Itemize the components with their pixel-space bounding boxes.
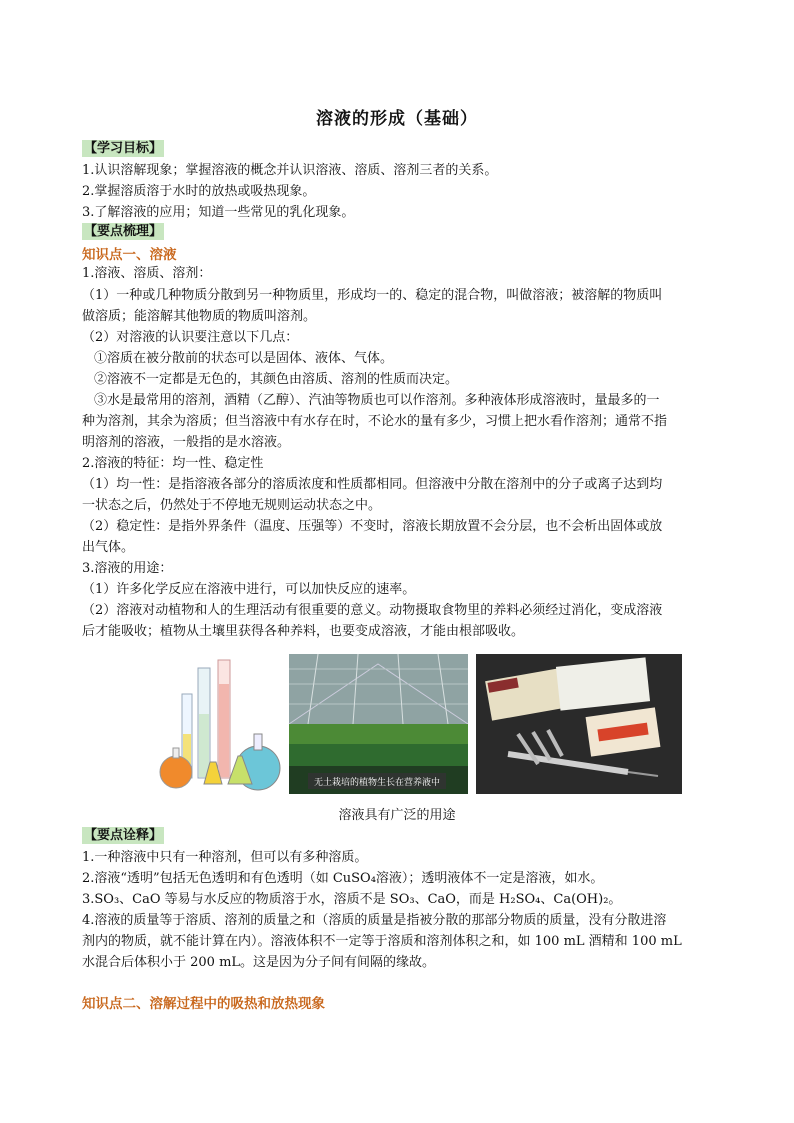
body-line: 做溶质；能溶解其他物质的物质叫溶剂。 [82, 309, 317, 324]
figure-caption: 溶液具有广泛的用途 [338, 808, 456, 823]
explain-line: 3.SO₃、CaO 等易与水反应的物质溶于水，溶质不是 SO₃、CaO，而是 H₂SO₄、Ca(OH)₂。 [82, 892, 622, 907]
body-line: 一状态之后，仍然处于不停地无规则运动状态之中。 [82, 498, 382, 513]
body-line: （2）溶液对动植物和人的生理活动有很重要的意义。动物摄取食物里的养料必须经过消化，变成溶液 [82, 603, 663, 618]
greenhouse-caption: 无土栽培的植物生长在营养液中 [313, 778, 441, 788]
goal-line: 1.认识溶解现象；掌握溶液的概念并认识溶液、溶质、溶剂三者的关系。 [82, 163, 498, 178]
body-line: 出气体。 [82, 540, 135, 555]
explain-line: 4.溶液的质量等于溶质、溶剂的质量之和（溶质的质量是指被分散的那部分物质的质量，没有分散进溶 [82, 913, 667, 928]
knowledge-point-1-title: 知识点一、溶液 [82, 247, 177, 263]
greenhouse-photo [289, 654, 468, 794]
medicine-photo [476, 654, 682, 794]
knowledge-point-2-title: 知识点二、溶解过程中的吸热和放热现象 [82, 996, 325, 1012]
explain-line: 1.一种溶液中只有一种溶剂，但可以有多种溶质。 [82, 850, 368, 865]
goal-line: 3.了解溶液的应用；知道一些常见的乳化现象。 [82, 205, 355, 220]
explain-line: 2.溶液“透明”包括无色透明和有色透明（如 CuSO₄溶液）；透明液体不一定是溶液，如水。 [82, 871, 604, 886]
page-title: 溶液的形成（基础） [316, 109, 478, 129]
explain-tag: 【要点诠释】 [84, 828, 163, 843]
body-line: （1）一种或几种物质分散到另一种物质里，形成均一的、稳定的混合物，叫做溶液；被溶解的物质叫 [82, 288, 663, 303]
solution-uses-figure [158, 654, 682, 794]
body-line: （2）对溶液的认识要注意以下几点： [82, 330, 299, 345]
body-line: 2.溶液的特征：均一性、稳定性 [82, 456, 264, 471]
goals-tag: 【学习目标】 [84, 141, 163, 156]
body-line: 明溶剂的溶液，一般指的是水溶液。 [82, 435, 291, 450]
body-line: 1.溶液、溶质、溶剂： [82, 266, 212, 281]
explain-line: 水混合后体积小于 200 mL。这是因为分子间有间隔的缘故。 [82, 955, 436, 970]
body-line: 后才能吸收；植物从土壤里获得各种养料，也要变成溶液，才能由根部吸收。 [82, 624, 525, 639]
body-line: ①溶质在被分散前的状态可以是固体、液体、气体。 [94, 351, 394, 366]
goal-line: 2.掌握溶质溶于水时的放热或吸热现象。 [82, 184, 316, 199]
body-line: （1）均一性：是指溶液各部分的溶质浓度和性质都相同。但溶液中分散在溶剂中的分子或离子达到均 [82, 477, 663, 492]
body-line: 3.溶液的用途： [82, 561, 173, 576]
body-line: （1）许多化学反应在溶液中进行，可以加快反应的速率。 [82, 582, 416, 597]
body-line: ②溶液不一定都是无色的，其颜色由溶质、溶剂的性质而决定。 [94, 372, 459, 387]
body-line: 种为溶剂，其余为溶质；但当溶液中有水存在时，不论水的量有多少，习惯上把水看作溶剂；通常不指 [82, 414, 668, 429]
explain-line: 剂内的物质，就不能计算在内）。溶液体积不一定等于溶质和溶剂体积之和，如 100 mL 酒精和 100 mL [82, 934, 682, 949]
summary-tag: 【要点梳理】 [84, 224, 163, 239]
body-line: ③水是最常用的溶剂，酒精（乙醇）、汽油等物质也可以作溶剂。多种液体形成溶液时，量最多的一 [94, 393, 660, 408]
glassware-photo [158, 654, 286, 794]
body-line: （2）稳定性：是指外界条件（温度、压强等）不变时，溶液长期放置不会分层，也不会析出固体或放 [82, 519, 663, 534]
